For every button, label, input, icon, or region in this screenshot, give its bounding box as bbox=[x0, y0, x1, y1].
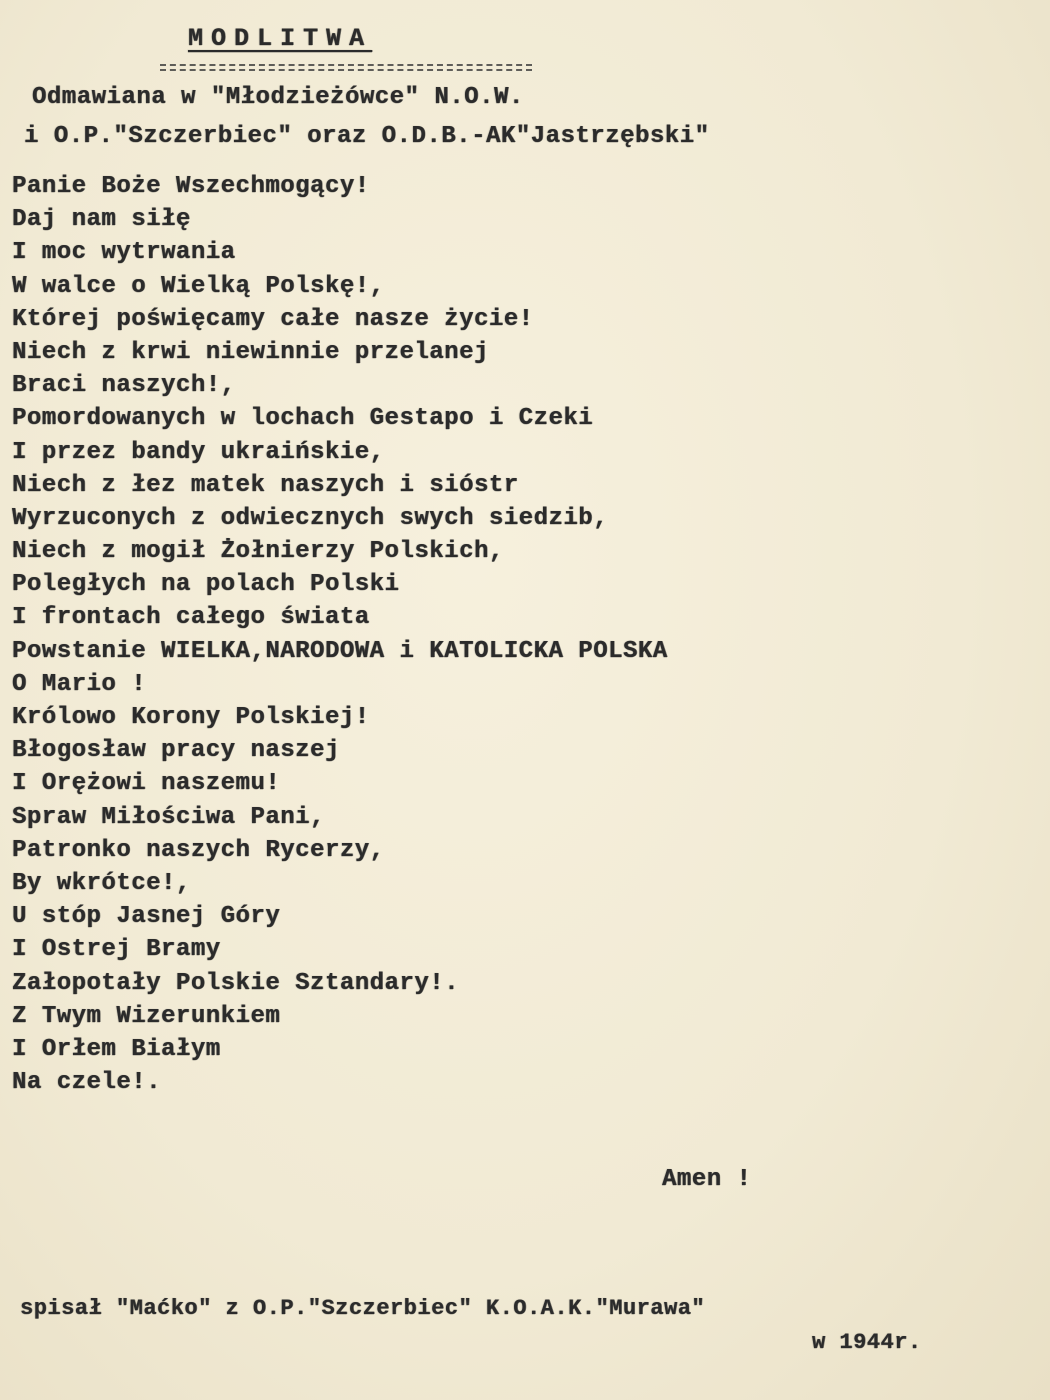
prayer-line: I moc wytrwania bbox=[12, 239, 236, 267]
prayer-line: Której poświęcamy całe nasze życie! bbox=[12, 305, 534, 333]
prayer-line: Powstanie WIELKA,NARODOWA i KATOLICKA POLSKA bbox=[12, 637, 668, 665]
prayer-line: I przez bandy ukraińskie, bbox=[12, 438, 385, 466]
prayer-line: I Orężowi naszemu! bbox=[12, 770, 281, 798]
title-underline bbox=[160, 64, 532, 71]
footer-year: w 1944r. bbox=[812, 1330, 922, 1355]
prayer-line: U stóp Jasnej Góry bbox=[12, 903, 281, 931]
prayer-line: O Mario ! bbox=[12, 670, 147, 698]
prayer-line: Wyrzuconych z odwiecznych swych siedzib, bbox=[12, 504, 609, 532]
prayer-line: I Ostrej Bramy bbox=[12, 936, 221, 964]
prayer-line: Na czele!. bbox=[12, 1069, 162, 1097]
prayer-line: Niech z krwi niewinnie przelanej bbox=[12, 338, 489, 366]
prayer-line: Z Twym Wizerunkiem bbox=[12, 1002, 281, 1030]
prayer-line: Błogosław pracy naszej bbox=[12, 737, 340, 765]
prayer-line: By wkrótce!, bbox=[12, 869, 191, 897]
prayer-line: Niech z mogił Żołnierzy Polskich, bbox=[12, 538, 504, 566]
prayer-line: Królowo Korony Polskiej! bbox=[12, 704, 370, 731]
header-line-2: i O.P."Szczerbiec" oraz O.D.B.-AK"Jastrzębski" bbox=[24, 123, 710, 150]
footer-transcribed-by: spisał "Maćko" z O.P."Szczerbiec" K.O.A.K."Murawa" bbox=[20, 1296, 706, 1321]
prayer-text bbox=[12, 170, 668, 1099]
prayer-line: Poległych na polach Polski bbox=[12, 571, 400, 599]
prayer-line: Pomordowanych w lochach Gestapo i Czeki bbox=[12, 405, 594, 433]
prayer-line: Spraw Miłościwa Pani, bbox=[12, 803, 325, 831]
prayer-line: Załopotały Polskie Sztandary!. bbox=[12, 969, 460, 997]
header-line-1: Odmawiana w "Młodzieżówce" N.O.W. bbox=[32, 84, 524, 111]
prayer-line: Niech z łez matek naszych i sióstr bbox=[12, 471, 519, 499]
prayer-line: Braci naszych!, bbox=[12, 372, 236, 400]
prayer-line: Patronko naszych Rycerzy, bbox=[12, 836, 385, 864]
closing-amen: Amen ! bbox=[662, 1166, 752, 1193]
prayer-line: Daj nam siłę bbox=[12, 206, 191, 234]
prayer-line: I Orłem Białym bbox=[12, 1035, 221, 1063]
page-title: MODLITWA bbox=[188, 24, 373, 53]
prayer-line: W walce o Wielką Polskę!, bbox=[12, 272, 385, 300]
prayer-line: I frontach całego świata bbox=[12, 604, 370, 632]
prayer-line: Panie Boże Wszechmogący! bbox=[12, 173, 370, 200]
